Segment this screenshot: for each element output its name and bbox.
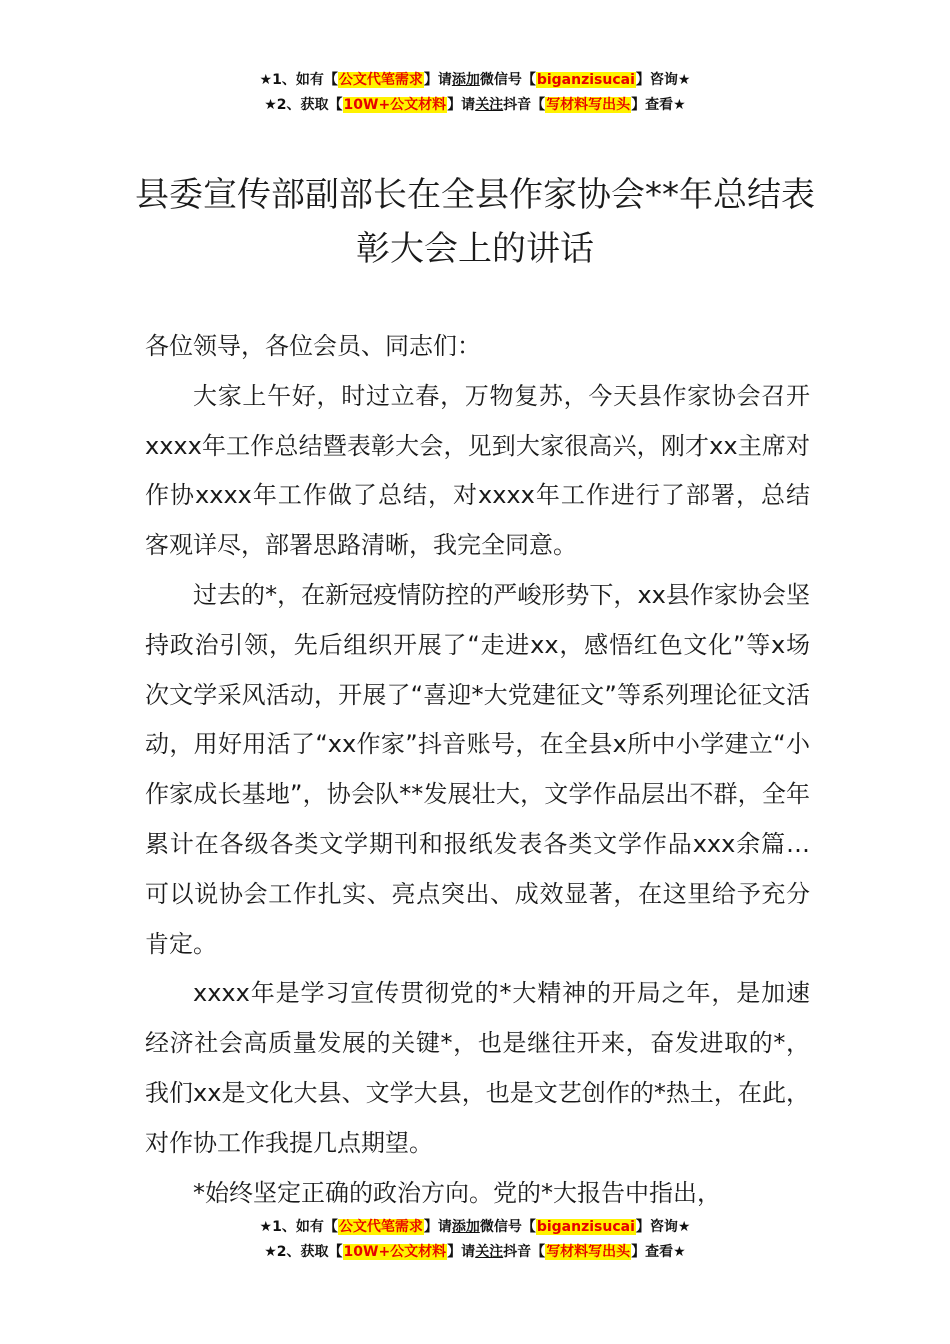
body-paragraph: *始终坚定正确的政治方向。党的*大报告中指出，: [193, 1178, 721, 1207]
document-title: 县委宣传部副部长在全县作家协会**年总结表彰大会上的讲话: [135, 175, 815, 269]
promo-text: 】请: [447, 97, 476, 113]
promo-douyin-account: 写材料写出头: [546, 1244, 631, 1260]
promo-text: 微信号【: [479, 1219, 536, 1235]
promo-line-1: [0, 68, 950, 93]
promo-text: 】咨询★: [635, 1219, 691, 1235]
promo-text: ★2、获取【: [264, 97, 343, 113]
promo-text: 】请: [423, 1219, 452, 1235]
promo-text: 】请: [447, 1244, 476, 1260]
promo-highlight: 10W+公文材料: [343, 1244, 447, 1260]
promo-text: 】查看★: [631, 97, 686, 113]
promo-text: ★1、如有【: [259, 1219, 338, 1235]
promo-wechat-id: biganzisucai: [536, 72, 635, 88]
body-paragraph: 过去的*，在新冠疫情防控的严峻形势下，xx县作家协会坚持政治引领，先后组织开展了“走进xx，感悟红色文化”等x场次文学采风活动，开展了“喜迎*大党建征文”等系列理论征文活动，用好用活了“xx作家”抖音账号，在全县x所中小学建立“小作家成长基地”，协会队**发展壮大，文学作品层出不群，全年累计在各级各类文学期刊和报纸发表各类文学作品xxx余篇…可以说协会工作扎实、亮点突出、成效显著，在这里给予充分肯定。: [145, 580, 810, 958]
promo-wechat-id: biganzisucai: [536, 1219, 635, 1235]
promo-line-2: [0, 1240, 950, 1265]
promo-highlight: 公文代笔需求: [338, 72, 423, 88]
promo-text: 微信号【: [479, 72, 536, 88]
promo-underlined-text: 添加: [451, 72, 480, 88]
promo-text: ★1、如有【: [259, 72, 338, 88]
promo-underlined-text: 添加: [451, 1219, 480, 1235]
body-paragraph: 大家上午好，时过立春，万物复苏，今天县作家协会召开xxxx年工作总结暨表彰大会，见到大家很高兴，刚才xx主席对作协xxxx年工作做了总结，对xxxx年工作进行了部署，总结客观详尽，部署思路清晰，我完全同意。: [145, 381, 810, 560]
promo-line-1: [0, 1215, 950, 1240]
promo-underlined-text: 关注: [475, 1244, 504, 1260]
promo-underlined-text: 关注: [475, 97, 504, 113]
footer-promo-banner: [0, 1215, 950, 1265]
promo-text: 】请: [423, 72, 452, 88]
promo-text: 】查看★: [631, 1244, 686, 1260]
salutation: 各位领导，各位会员、同志们：: [145, 332, 481, 360]
promo-text: ★2、获取【: [264, 1244, 343, 1260]
promo-text: 抖音【: [503, 1244, 546, 1260]
promo-douyin-account: 写材料写出头: [546, 97, 631, 113]
promo-highlight: 10W+公文材料: [343, 97, 447, 113]
promo-text: 抖音【: [503, 97, 546, 113]
promo-text: 】咨询★: [635, 72, 691, 88]
document-body: [145, 322, 810, 1218]
header-promo-banner: [0, 68, 950, 118]
body-paragraph: xxxx年是学习宣传贯彻党的*大精神的开局之年，是加速经济社会高质量发展的关键*，也是继往开来，奋发进取的*，我们xx是文化大县、文学大县，也是文艺创作的*热土，在此，对作协工作我提几点期望。: [145, 979, 810, 1157]
promo-highlight: 公文代笔需求: [338, 1219, 423, 1235]
promo-line-2: [0, 93, 950, 118]
